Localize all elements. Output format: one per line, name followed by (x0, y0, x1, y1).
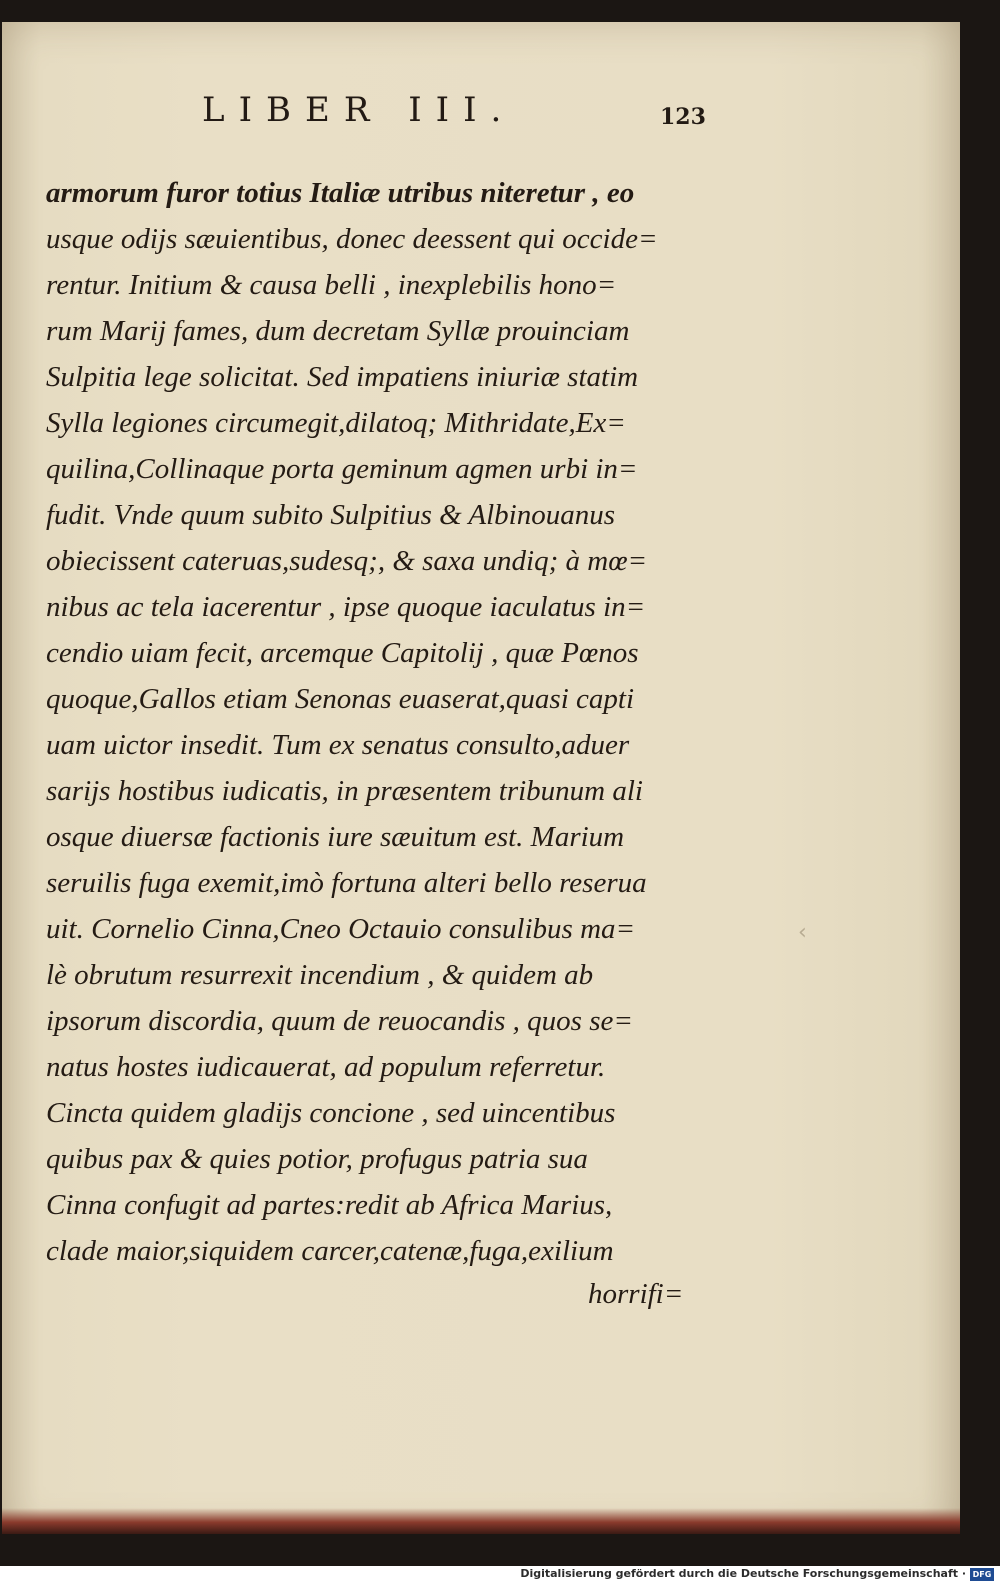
text-line: armorum furor totius Italiæ utribus niteretur , eo (46, 177, 635, 209)
dfg-logo-icon: DFG (970, 1568, 994, 1581)
catchword: horrifi= (588, 1278, 684, 1310)
text-line: rum Marij fames, dum decretam Syllæ prouinciam (46, 315, 630, 347)
book-page (2, 22, 960, 1534)
text-line: ipsorum discordia, quum de reuocandis , quos se= (46, 1005, 633, 1037)
text-line: Cinna confugit ad partes:redit ab Africa Marius, (46, 1189, 613, 1221)
funding-credit: Digitalisierung gefördert durch die Deutsche Forschungsgemeinschaft · (520, 1567, 966, 1580)
text-line: lè obrutum resurrexit incendium , & quidem ab (46, 959, 594, 991)
text-line: fudit. Vnde quum subito Sulpitius & Albinouanus (46, 499, 616, 531)
text-line: usque odijs sæuientibus, donec deessent qui occide= (46, 223, 658, 255)
page-number: 123 (660, 104, 706, 130)
text-line: clade maior,siquidem carcer,catenæ,fuga,exilium (46, 1235, 614, 1267)
text-line: osque diuersæ factionis iure sæuitum est. Marium (46, 821, 625, 853)
text-line: quilina,Collinaque porta geminum agmen urbi in= (46, 453, 638, 485)
text-block (46, 170, 706, 1274)
text-line: cendio uiam fecit, arcemque Capitolij , quæ Pœnos (46, 637, 639, 669)
text-line: Cincta quidem gladijs concione , sed uincentibus (46, 1097, 616, 1129)
text-line: Sulpitia lege solicitat. Sed impatiens iniuriæ statim (46, 361, 639, 393)
footer-bar (0, 1566, 1000, 1584)
text-line: Sylla legiones circumegit,dilatoq; Mithridate,Ex= (46, 407, 626, 439)
text-line: uam uictor insedit. Tum ex senatus consulto,aduer (46, 729, 630, 761)
text-line: seruilis fuga exemit,imò fortuna alteri bello reserua (46, 867, 647, 899)
text-line: obiecissent cateruas,sudesq;, & saxa undiq; à mœ= (46, 545, 648, 577)
text-line: uit. Cornelio Cinna,Cneo Octauio consulibus ma= (46, 913, 636, 945)
text-line: nibus ac tela iacerentur , ipse quoque iaculatus in= (46, 591, 646, 623)
text-line: natus hostes iudicauerat, ad populum referretur. (46, 1051, 606, 1083)
text-line: quibus pax & quies potior, profugus patria sua (46, 1143, 588, 1175)
running-head: LIBER III. (202, 90, 516, 130)
text-line: quoque,Gallos etiam Senonas euaserat,quasi capti (46, 683, 635, 715)
text-line: sarijs hostibus iudicatis, in præsentem tribunum ali (46, 775, 643, 807)
page-edge (2, 1508, 960, 1534)
text-line: rentur. Initium & causa belli , inexplebilis hono= (46, 269, 617, 301)
margin-mark: ‹ (798, 920, 807, 945)
